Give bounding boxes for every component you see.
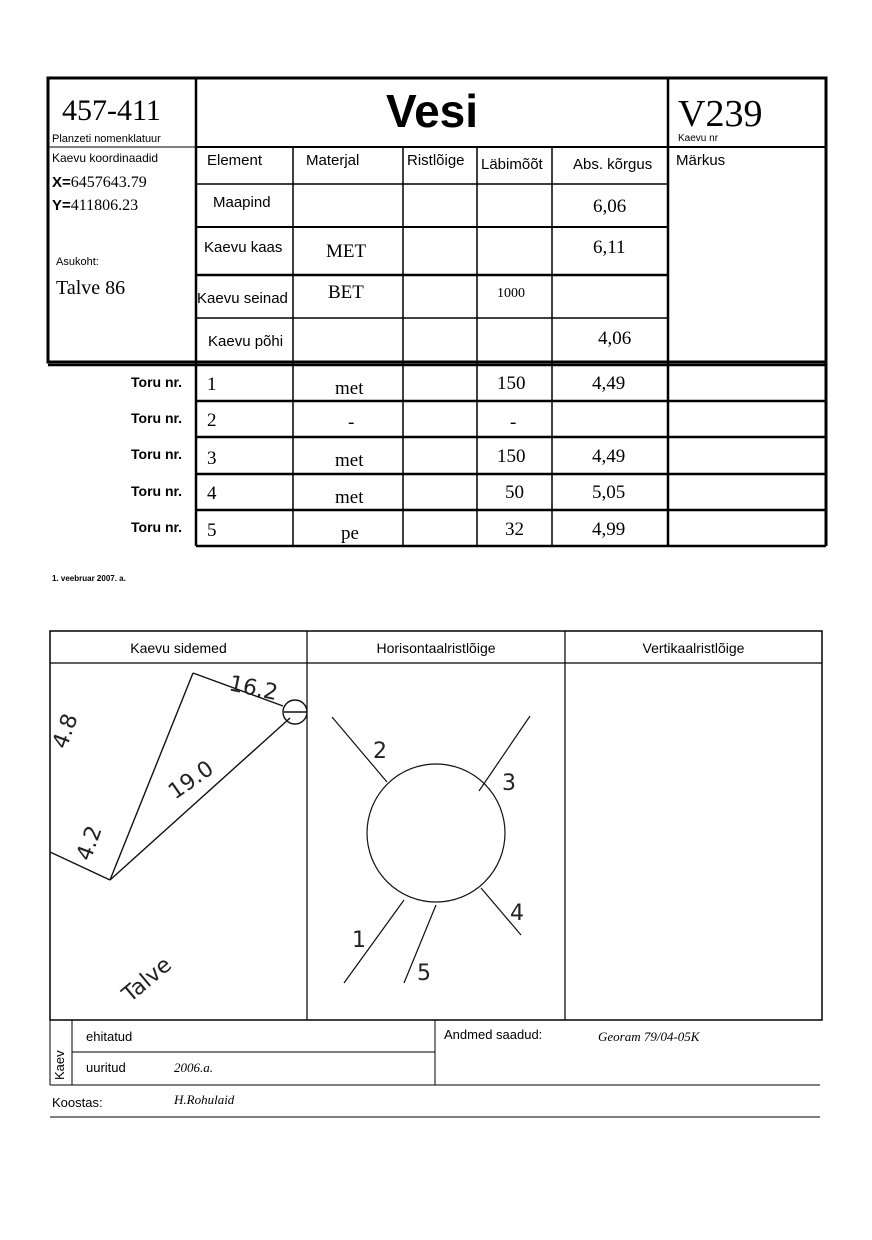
header-diameter: Läbimõõt [481,156,543,173]
element-walls: Kaevu seinad [197,290,288,307]
element-cover: Kaevu kaas [204,239,283,256]
pipe-label: Toru nr. [131,483,183,499]
cover-material: MET [326,241,367,262]
well-number: V239 [678,93,763,135]
pipe-2-material: - [348,412,355,433]
nomenclature-label: Planzeti nomenklatuur [52,133,161,145]
ground-height: 6,06 [593,196,627,217]
y-coordinate [52,197,138,215]
location-label: Asukoht: [56,256,99,268]
header-section: Ristlõige [407,152,465,169]
pipe-4-no: 4 [207,483,217,504]
header-height: Abs. kõrgus [573,156,653,173]
street-label: Talve [117,952,177,1008]
x-coordinate [52,174,147,192]
element-bottom: Kaevu põhi [208,333,284,350]
pipe-5-diameter: 32 [505,519,524,540]
pipe-label-2: 2 [373,739,387,764]
pipe-4-height: 5,05 [592,482,626,503]
header-element: Element [207,152,263,169]
vertical-section-header: Vertikaalristlõige [642,640,745,656]
walls-material: BET [328,282,364,303]
pipe-label: Toru nr. [131,410,183,426]
coordinates-label: Kaevu koordinaadid [52,151,159,165]
element-ground: Maapind [213,194,271,211]
bottom-height: 4,06 [598,328,632,349]
location-value: Talve 86 [56,277,126,299]
pipe-2-no: 2 [207,410,217,431]
pipe-label: Toru nr. [131,446,183,462]
page-title: Vesi [385,85,479,137]
surveyed-value: 2006.a. [174,1060,213,1075]
tie-label-4-2: 4.2 [72,822,108,865]
pipe-label-5: 5 [417,961,431,986]
well-number-label: Kaevu nr [678,133,719,144]
pipe-3-height: 4,49 [592,446,626,467]
document-date: 1. veebruar 2007. a. [52,574,126,583]
header-material: Materjal [306,152,360,169]
pipe-5-no: 5 [207,520,217,541]
nomenclature-value: 457-411 [62,94,161,127]
pipe-label: Toru nr. [131,374,183,390]
x-label: X= [52,174,71,191]
tie-label-19-0: 19.0 [164,756,219,805]
pipe-5-material: pe [341,523,359,544]
pipe-1-no: 1 [207,374,217,395]
pipe-label-3: 3 [502,771,516,796]
y-label: Y= [52,197,71,214]
source-label: Andmed saadud: [444,1027,543,1042]
surveyed-label: uuritud [86,1060,126,1075]
pipe-3-no: 3 [207,448,217,469]
pipe-3-material: met [335,450,364,471]
source-value: Georam 79/04-05K [598,1029,700,1044]
pipe-1-diameter: 150 [497,373,526,394]
tie-label-16-2: 16.2 [226,671,280,707]
header-remarks: Märkus [676,152,726,169]
pipe-4-diameter: 50 [505,482,524,503]
pipe-label-1: 1 [352,928,366,953]
x-value: 6457643.79 [70,174,147,191]
walls-diameter: 1000 [497,286,525,301]
cover-height: 6,11 [593,237,626,258]
author-label: Koostas: [52,1095,103,1110]
pipe-1-height: 4,49 [592,373,626,394]
pipe-label: Toru nr. [131,519,183,535]
pipe-2-diameter: - [510,412,517,433]
y-value: 411806.23 [70,197,139,214]
ties-header: Kaevu sidemed [130,640,227,656]
tie-label-4-8: 4.8 [48,710,84,753]
pipe-4-material: met [335,487,364,508]
author-value: H.Rohulaid [174,1092,235,1107]
pipe-1-material: met [335,378,364,399]
horizontal-section-header: Horisontaalristlõige [376,640,496,656]
pipe-label-4: 4 [510,901,524,926]
built-label: ehitatud [86,1029,133,1044]
pipe-3-diameter: 150 [497,446,526,467]
well-side-label: Kaev [52,1050,67,1080]
pipe-5-height: 4,99 [592,519,626,540]
